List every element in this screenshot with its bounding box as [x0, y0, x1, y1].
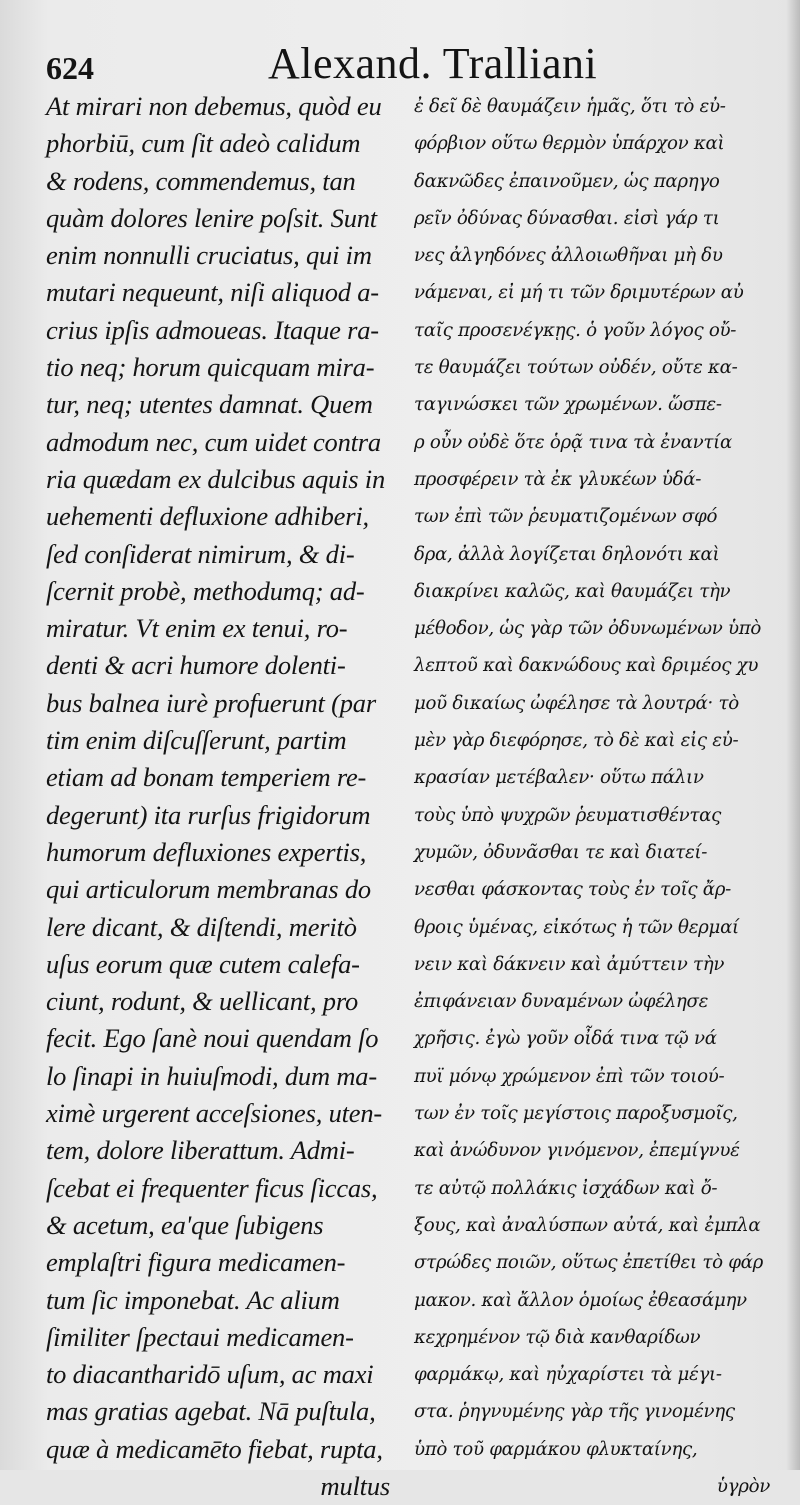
- greek-text-line: δακνῶδες ἐπαινοῦμεν, ὡς παρηγο: [414, 170, 720, 192]
- greek-text-line: χυμῶν, ὀδυνᾶσθαι τε καὶ διατεί-: [414, 841, 708, 863]
- latin-text-line: tur, neq; utentes damnat. Quem: [46, 389, 373, 420]
- latin-text-line: ſcernit probè, methodumq; ad-: [46, 575, 365, 606]
- latin-text-line: quàm dolores lenire poſsit. Sunt: [46, 202, 377, 233]
- latin-text-line: crius ipſis admoueas. Itaque ra-: [46, 314, 379, 345]
- greek-column: [414, 88, 786, 1505]
- page-header: [46, 38, 776, 88]
- greek-text-line: ξους, καὶ ἀναλύσπων αὐτά, καὶ ἐμπλα: [414, 1214, 761, 1236]
- greek-text-line: ρ οὖν οὐδὲ ὅτε ὁρᾷ τινα τὰ ἐναντία: [414, 431, 732, 453]
- latin-text-line: qui articulorum membranas do: [46, 874, 371, 905]
- greek-text-line: δρα, ἀλλὰ λογίζεται δηλονότι καὶ: [414, 543, 720, 565]
- greek-text-line: φαρμάκῳ, καὶ ηὐχαρίστει τὰ μέγι-: [414, 1364, 722, 1386]
- latin-text-line: ciunt, rodunt, & uellicant, pro: [46, 986, 359, 1017]
- latin-text-line: lo ſinapi in huiuſmodi, dum ma-: [46, 1060, 377, 1091]
- greek-text-line: χρῆσις. ἐγὼ γοῦν οἶδά τινα τῷ νά: [414, 1028, 717, 1050]
- page-edge-shadow: [786, 0, 800, 1470]
- greek-text-line: νειν καὶ δάκνειν καὶ ἀμύττειν τὴν: [414, 953, 725, 975]
- latin-text-line: phorbiū, cum ſit adeò calidum: [46, 128, 361, 159]
- latin-text-line: ſcebat ei frequenter ficus ſiccas,: [46, 1172, 378, 1203]
- greek-text-line: φόρβιον οὕτω θερμὸν ὑπάρχον καὶ: [414, 133, 725, 155]
- latin-text-line: emplaſtri figura medicamen-: [46, 1247, 346, 1278]
- latin-text-line: ſed conſiderat nimirum, & di-: [46, 538, 355, 569]
- latin-text-line: ximè urgerent acceſsiones, uten-: [46, 1098, 383, 1129]
- greek-text-line: κεχρημένον τῷ διὰ κανθαρίδων: [414, 1326, 701, 1348]
- greek-text-line: ἐ δεῖ δὲ θαυμάζειν ἡμᾶς, ὅτι τὸ εὐ-: [414, 96, 726, 117]
- latin-text-line: tim enim diſcuſſerunt, partim: [46, 725, 347, 756]
- greek-text-line: ταγινώσκει τῶν χρωμένων. ὥσπε-: [414, 394, 722, 416]
- greek-text-line: τοὺς ὑπὸ ψυχρῶν ῥευματισθέντας: [414, 804, 721, 826]
- latin-text-line: degerunt) ita rurſus frigidorum: [46, 799, 371, 830]
- latin-text-line: uſus eorum quæ cutem calefa-: [46, 948, 360, 979]
- greek-text-line: μακον. καὶ ἄλλον ὁμοίως ἐθεασάμην: [414, 1289, 747, 1311]
- latin-text-line: tio neq; horum quicquam mira-: [46, 352, 375, 383]
- latin-text-line: mas gratias agebat. Nā puſtula,: [46, 1396, 376, 1427]
- greek-text-line: τε αὐτῷ πολλάκις ἰσχάδων καὶ ὄ-: [414, 1177, 718, 1199]
- greek-text-line: ὑπὸ τοῦ φαρμάκου φλυκταίνης,: [414, 1438, 698, 1460]
- latin-text-line: multus: [320, 1470, 390, 1501]
- latin-text-line: miratur. Vt enim ex tenui, ro-: [46, 613, 348, 644]
- greek-text-line: ὑγρὸν: [716, 1475, 770, 1497]
- latin-text-line: admodum nec, cum uidet contra: [46, 426, 381, 457]
- latin-text-line: tem, dolore liberattum. Admi-: [46, 1135, 355, 1166]
- greek-text-line: μοῦ δικαίως ὠφέλησε τὰ λουτρά· τὸ: [414, 692, 739, 714]
- greek-text-line: στα. ῥηγνυμένης γὰρ τῆς γινομένης: [414, 1401, 735, 1423]
- latin-text-line: tum ſic imponebat. Ac alium: [46, 1284, 340, 1315]
- latin-text-line: & acetum, ea'que ſubigens: [46, 1209, 324, 1240]
- greek-text-line: ἐπιφάνειαν δυναμένων ὠφέλησε: [414, 991, 709, 1013]
- greek-text-line: νες ἀλγηδόνες ἀλλοιωθῆναι μὴ δυ: [414, 245, 723, 267]
- greek-text-line: πυϊ μόνῳ χρώμενον ἐπὶ τῶν τοιού-: [414, 1065, 725, 1087]
- greek-text-line: κρασίαν μετέβαλεν· οὕτω πάλιν: [414, 767, 704, 789]
- latin-text-line: At mirari non debemus, quòd eu: [46, 91, 382, 121]
- latin-text-line: lere dicant, & diſtendi, meritò: [46, 911, 357, 942]
- greek-text-line: διακρίνει καλῶς, καὶ θαυμάζει τὴν: [414, 580, 731, 602]
- greek-text-line: μέθοδον, ὡς γὰρ τῶν ὀδυνωμένων ὑπὸ: [414, 618, 762, 640]
- greek-text-line: θροις ὑμένας, εἰκότως ἡ τῶν θερμαί: [414, 916, 739, 938]
- greek-text-line: ρεῖν ὀδύνας δύνασθαι. εἰσὶ γάρ τι: [414, 207, 720, 229]
- greek-text-line: ταῖς προσενέγκῃς. ὁ γοῦν λόγος οὔ-: [414, 319, 737, 341]
- greek-text-line: τε θαυμάζει τούτων οὐδέν, οὔτε κα-: [414, 357, 738, 379]
- latin-text-line: ria quædam ex dulcibus aquis in: [46, 463, 386, 494]
- latin-text-line: enim nonnulli cruciatus, qui im: [46, 240, 372, 271]
- running-head: Alexand. Tralliani: [268, 39, 598, 88]
- latin-text-line: to diacantharidō uſum, ac maxi: [46, 1359, 374, 1390]
- greek-text-line: των ἐπὶ τῶν ῥευματιζομένων σφό: [414, 506, 718, 528]
- greek-text-line: καὶ ἀνώδυνον γινόμενον, ἐπεμίγνυέ: [414, 1140, 740, 1162]
- latin-text-line: & rodens, commendemus, tan: [46, 165, 356, 196]
- page-number: 624: [46, 50, 94, 86]
- latin-text-line: denti & acri humore dolenti-: [46, 650, 346, 681]
- latin-text-line: etiam ad bonam temperiem re-: [46, 762, 367, 793]
- greek-text-line: λεπτοῦ καὶ δακνώδους καὶ δριμέος χυ: [414, 655, 759, 677]
- latin-text-line: ſimiliter ſpectaui medicamen-: [46, 1321, 354, 1352]
- latin-text-line: humorum defluxiones expertis,: [46, 836, 367, 867]
- latin-text-line: mutari nequeunt, niſi aliquod a-: [46, 277, 379, 308]
- latin-text-line: bus balnea iurè profuerunt (par: [46, 687, 376, 718]
- greek-text-line: νεσθαι φάσκοντας τοὺς ἐν τοῖς ἄρ-: [414, 879, 732, 901]
- greek-text-line: νάμεναι, εἰ μή τι τῶν δριμυτέρων αὐ: [414, 282, 744, 304]
- greek-text-line: στρώδες ποιῶν, οὕτως ἐπετίθει τὸ φάρ: [414, 1252, 764, 1274]
- latin-column: [46, 88, 406, 1505]
- greek-text-line: προσφέρειν τὰ ἐκ γλυκέων ὑδά-: [414, 468, 702, 490]
- latin-text-line: uehementi defluxione adhiberi,: [46, 501, 369, 532]
- latin-text-line: fecit. Ego ſanè noui quendam ſo: [46, 1023, 379, 1054]
- latin-text-line: quæ à medicamēto fiebat, rupta,: [46, 1433, 383, 1464]
- greek-text-line: μὲν γὰρ διεφόρησε, τὸ δὲ καὶ εἰς εὐ-: [414, 730, 739, 752]
- greek-text-line: των ἐν τοῖς μεγίστοις παροξυσμοῖς,: [414, 1103, 738, 1125]
